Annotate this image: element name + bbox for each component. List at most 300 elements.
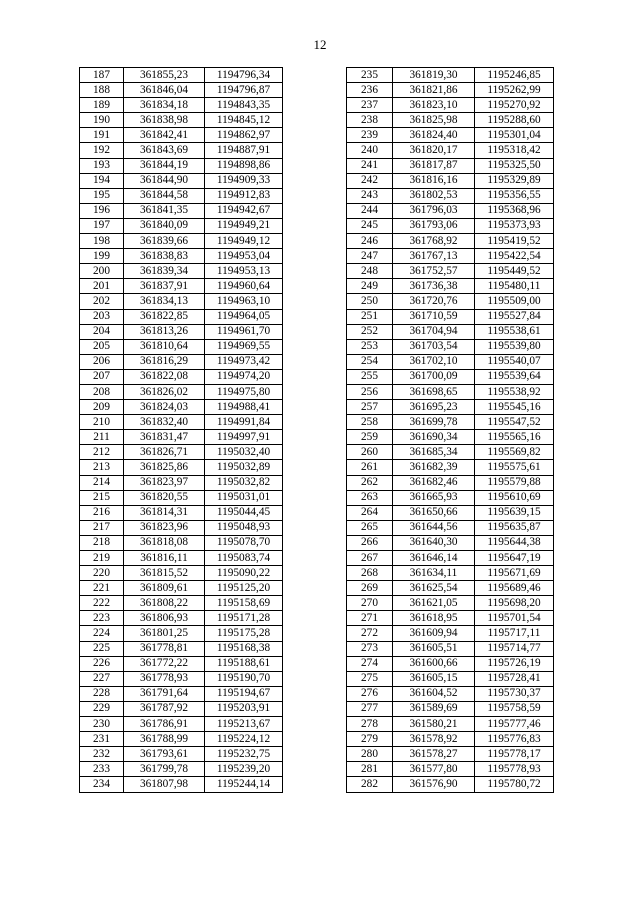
table-row [80, 611, 283, 626]
y-coordinate-cell: 1195239,20 [205, 762, 283, 777]
x-coordinate-cell: 361832,40 [124, 415, 205, 430]
point-number-cell: 282 [347, 777, 393, 792]
point-number-cell: 187 [80, 68, 124, 83]
y-coordinate-cell: 1195244,14 [205, 777, 283, 792]
table-row [347, 294, 554, 309]
y-coordinate-cell: 1195758,59 [475, 701, 554, 716]
page-number: 12 [313, 37, 327, 52]
y-coordinate-cell: 1195083,74 [205, 551, 283, 566]
y-coordinate-cell: 1195325,50 [475, 158, 554, 173]
x-coordinate-cell: 361793,61 [124, 747, 205, 762]
table-row [347, 671, 554, 686]
x-coordinate-cell: 361702,10 [393, 354, 475, 369]
y-coordinate-cell: 1195778,93 [475, 762, 554, 777]
point-number-cell: 217 [80, 520, 124, 535]
table-row [80, 369, 283, 384]
point-number-cell: 204 [80, 324, 124, 339]
y-coordinate-cell: 1195203,91 [205, 701, 283, 716]
y-coordinate-cell: 1195090,22 [205, 566, 283, 581]
table-row [80, 339, 283, 354]
table-row [347, 83, 554, 98]
table-row [347, 309, 554, 324]
table-row [347, 762, 554, 777]
point-number-cell: 244 [347, 203, 393, 218]
x-coordinate-cell: 361846,04 [124, 83, 205, 98]
point-number-cell: 239 [347, 128, 393, 143]
x-coordinate-cell: 361839,66 [124, 234, 205, 249]
table-row [347, 188, 554, 203]
y-coordinate-cell: 1195032,89 [205, 460, 283, 475]
y-coordinate-cell: 1195776,83 [475, 732, 554, 747]
y-coordinate-cell: 1195422,54 [475, 249, 554, 264]
point-number-cell: 237 [347, 98, 393, 113]
point-number-cell: 208 [80, 384, 124, 399]
y-coordinate-cell: 1195539,64 [475, 369, 554, 384]
x-coordinate-cell: 361818,08 [124, 535, 205, 550]
table-row [80, 354, 283, 369]
table-row [80, 626, 283, 641]
x-coordinate-cell: 361600,66 [393, 656, 475, 671]
y-coordinate-cell: 1195158,69 [205, 596, 283, 611]
point-number-cell: 201 [80, 279, 124, 294]
table-row [80, 656, 283, 671]
y-coordinate-cell: 1194909,33 [205, 173, 283, 188]
table-row [347, 656, 554, 671]
table-row [80, 701, 283, 716]
x-coordinate-cell: 361831,47 [124, 430, 205, 445]
x-coordinate-cell: 361605,15 [393, 671, 475, 686]
table-row [80, 279, 283, 294]
x-coordinate-cell: 361844,90 [124, 173, 205, 188]
point-number-cell: 245 [347, 218, 393, 233]
table-row [347, 520, 554, 535]
point-number-cell: 274 [347, 656, 393, 671]
x-coordinate-cell: 361786,91 [124, 717, 205, 732]
y-coordinate-cell: 1194862,97 [205, 128, 283, 143]
y-coordinate-cell: 1195188,61 [205, 656, 283, 671]
point-number-cell: 235 [347, 68, 393, 83]
x-coordinate-cell: 361844,58 [124, 188, 205, 203]
point-number-cell: 236 [347, 83, 393, 98]
x-coordinate-cell: 361825,86 [124, 460, 205, 475]
x-coordinate-cell: 361699,78 [393, 415, 475, 430]
x-coordinate-cell: 361578,92 [393, 732, 475, 747]
x-coordinate-cell: 361578,27 [393, 747, 475, 762]
y-coordinate-cell: 1195232,75 [205, 747, 283, 762]
y-coordinate-cell: 1195689,46 [475, 581, 554, 596]
point-number-cell: 202 [80, 294, 124, 309]
table-row [347, 566, 554, 581]
y-coordinate-cell: 1195538,61 [475, 324, 554, 339]
x-coordinate-cell: 361834,18 [124, 98, 205, 113]
y-coordinate-cell: 1195288,60 [475, 113, 554, 128]
x-coordinate-cell: 361577,80 [393, 762, 475, 777]
x-coordinate-cell: 361823,97 [124, 475, 205, 490]
point-number-cell: 221 [80, 581, 124, 596]
table-row [80, 173, 283, 188]
x-coordinate-cell: 361644,56 [393, 520, 475, 535]
x-coordinate-cell: 361720,76 [393, 294, 475, 309]
y-coordinate-cell: 1195778,17 [475, 747, 554, 762]
table-row [347, 113, 554, 128]
point-number-cell: 241 [347, 158, 393, 173]
table-row [347, 249, 554, 264]
table-row [347, 173, 554, 188]
x-coordinate-cell: 361704,94 [393, 324, 475, 339]
x-coordinate-cell: 361842,41 [124, 128, 205, 143]
point-number-cell: 190 [80, 113, 124, 128]
table-row [347, 128, 554, 143]
point-number-cell: 264 [347, 505, 393, 520]
table-row [347, 777, 554, 792]
x-coordinate-cell: 361824,40 [393, 128, 475, 143]
x-coordinate-cell: 361604,52 [393, 686, 475, 701]
coordinates-table-left [79, 67, 283, 793]
point-number-cell: 266 [347, 535, 393, 550]
y-coordinate-cell: 1194942,67 [205, 203, 283, 218]
y-coordinate-cell: 1195449,52 [475, 264, 554, 279]
point-number-cell: 278 [347, 717, 393, 732]
table-row [347, 400, 554, 415]
y-coordinate-cell: 1194796,87 [205, 83, 283, 98]
y-coordinate-cell: 1195569,82 [475, 445, 554, 460]
x-coordinate-cell: 361788,99 [124, 732, 205, 747]
y-coordinate-cell: 1194974,20 [205, 369, 283, 384]
point-number-cell: 267 [347, 551, 393, 566]
x-coordinate-cell: 361825,98 [393, 113, 475, 128]
x-coordinate-cell: 361793,06 [393, 218, 475, 233]
point-number-cell: 198 [80, 234, 124, 249]
x-coordinate-cell: 361826,71 [124, 445, 205, 460]
x-coordinate-cell: 361822,08 [124, 369, 205, 384]
y-coordinate-cell: 1195780,72 [475, 777, 554, 792]
y-coordinate-cell: 1195301,04 [475, 128, 554, 143]
table-row [80, 596, 283, 611]
x-coordinate-cell: 361772,22 [124, 656, 205, 671]
y-coordinate-cell: 1195356,55 [475, 188, 554, 203]
x-coordinate-cell: 361576,90 [393, 777, 475, 792]
y-coordinate-cell: 1195318,42 [475, 143, 554, 158]
point-number-cell: 220 [80, 566, 124, 581]
point-number-cell: 218 [80, 535, 124, 550]
y-coordinate-cell: 1195545,16 [475, 400, 554, 415]
point-number-cell: 203 [80, 309, 124, 324]
y-coordinate-cell: 1195044,45 [205, 505, 283, 520]
point-number-cell: 260 [347, 445, 393, 460]
table-row [80, 128, 283, 143]
point-number-cell: 216 [80, 505, 124, 520]
point-number-cell: 199 [80, 249, 124, 264]
table-row [347, 369, 554, 384]
y-coordinate-cell: 1194949,12 [205, 234, 283, 249]
y-coordinate-cell: 1194949,21 [205, 218, 283, 233]
y-coordinate-cell: 1195213,67 [205, 717, 283, 732]
point-number-cell: 229 [80, 701, 124, 716]
point-number-cell: 279 [347, 732, 393, 747]
x-coordinate-cell: 361682,39 [393, 460, 475, 475]
point-number-cell: 276 [347, 686, 393, 701]
point-number-cell: 243 [347, 188, 393, 203]
x-coordinate-cell: 361767,13 [393, 249, 475, 264]
x-coordinate-cell: 361816,11 [124, 551, 205, 566]
table-row [347, 490, 554, 505]
y-coordinate-cell: 1194960,64 [205, 279, 283, 294]
x-coordinate-cell: 361808,22 [124, 596, 205, 611]
point-number-cell: 234 [80, 777, 124, 792]
point-number-cell: 213 [80, 460, 124, 475]
x-coordinate-cell: 361618,95 [393, 611, 475, 626]
x-coordinate-cell: 361817,87 [393, 158, 475, 173]
x-coordinate-cell: 361807,98 [124, 777, 205, 792]
table-row [347, 460, 554, 475]
point-number-cell: 251 [347, 309, 393, 324]
point-number-cell: 262 [347, 475, 393, 490]
table-row [80, 551, 283, 566]
point-number-cell: 277 [347, 701, 393, 716]
y-coordinate-cell: 1195168,38 [205, 641, 283, 656]
y-coordinate-cell: 1195527,84 [475, 309, 554, 324]
x-coordinate-cell: 361809,61 [124, 581, 205, 596]
table-row [347, 279, 554, 294]
y-coordinate-cell: 1195575,61 [475, 460, 554, 475]
table-row [80, 68, 283, 83]
x-coordinate-cell: 361700,09 [393, 369, 475, 384]
point-number-cell: 259 [347, 430, 393, 445]
table-row [347, 686, 554, 701]
x-coordinate-cell: 361768,92 [393, 234, 475, 249]
x-coordinate-cell: 361819,30 [393, 68, 475, 83]
point-number-cell: 270 [347, 596, 393, 611]
x-coordinate-cell: 361806,93 [124, 611, 205, 626]
y-coordinate-cell: 1195730,37 [475, 686, 554, 701]
x-coordinate-cell: 361736,38 [393, 279, 475, 294]
table-row [347, 747, 554, 762]
table-row [347, 264, 554, 279]
y-coordinate-cell: 1194975,80 [205, 384, 283, 399]
table-row [347, 324, 554, 339]
point-number-cell: 195 [80, 188, 124, 203]
point-number-cell: 273 [347, 641, 393, 656]
x-coordinate-cell: 361787,92 [124, 701, 205, 716]
table-row [80, 234, 283, 249]
point-number-cell: 240 [347, 143, 393, 158]
table-row [80, 158, 283, 173]
point-number-cell: 210 [80, 415, 124, 430]
x-coordinate-cell: 361816,16 [393, 173, 475, 188]
point-number-cell: 265 [347, 520, 393, 535]
x-coordinate-cell: 361844,19 [124, 158, 205, 173]
table-row [80, 747, 283, 762]
y-coordinate-cell: 1195078,70 [205, 535, 283, 550]
y-coordinate-cell: 1194887,91 [205, 143, 283, 158]
table-row [80, 475, 283, 490]
table-row [347, 626, 554, 641]
y-coordinate-cell: 1195509,00 [475, 294, 554, 309]
y-coordinate-cell: 1195125,20 [205, 581, 283, 596]
x-coordinate-cell: 361799,78 [124, 762, 205, 777]
table-row [347, 68, 554, 83]
y-coordinate-cell: 1194843,35 [205, 98, 283, 113]
x-coordinate-cell: 361837,91 [124, 279, 205, 294]
table-row [80, 249, 283, 264]
point-number-cell: 280 [347, 747, 393, 762]
x-coordinate-cell: 361682,46 [393, 475, 475, 490]
point-number-cell: 254 [347, 354, 393, 369]
point-number-cell: 222 [80, 596, 124, 611]
point-number-cell: 226 [80, 656, 124, 671]
point-number-cell: 246 [347, 234, 393, 249]
x-coordinate-cell: 361609,94 [393, 626, 475, 641]
y-coordinate-cell: 1195726,19 [475, 656, 554, 671]
point-number-cell: 188 [80, 83, 124, 98]
y-coordinate-cell: 1195728,41 [475, 671, 554, 686]
x-coordinate-cell: 361810,64 [124, 339, 205, 354]
x-coordinate-cell: 361840,09 [124, 218, 205, 233]
table-row [80, 309, 283, 324]
x-coordinate-cell: 361580,21 [393, 717, 475, 732]
point-number-cell: 191 [80, 128, 124, 143]
point-number-cell: 231 [80, 732, 124, 747]
table-row [80, 188, 283, 203]
table-row [80, 98, 283, 113]
table-row [347, 158, 554, 173]
y-coordinate-cell: 1194969,55 [205, 339, 283, 354]
y-coordinate-cell: 1195639,15 [475, 505, 554, 520]
point-number-cell: 253 [347, 339, 393, 354]
point-number-cell: 256 [347, 384, 393, 399]
point-number-cell: 275 [347, 671, 393, 686]
table-row [80, 566, 283, 581]
table-row [80, 384, 283, 399]
x-coordinate-cell: 361621,05 [393, 596, 475, 611]
y-coordinate-cell: 1195671,69 [475, 566, 554, 581]
table-row [80, 641, 283, 656]
point-number-cell: 247 [347, 249, 393, 264]
y-coordinate-cell: 1194953,13 [205, 264, 283, 279]
y-coordinate-cell: 1195246,85 [475, 68, 554, 83]
table-row [80, 445, 283, 460]
x-coordinate-cell: 361796,03 [393, 203, 475, 218]
y-coordinate-cell: 1194796,34 [205, 68, 283, 83]
y-coordinate-cell: 1195031,01 [205, 490, 283, 505]
y-coordinate-cell: 1195565,16 [475, 430, 554, 445]
table-row [347, 430, 554, 445]
point-number-cell: 206 [80, 354, 124, 369]
table-row [80, 294, 283, 309]
table-row [80, 520, 283, 535]
y-coordinate-cell: 1194988,41 [205, 400, 283, 415]
y-coordinate-cell: 1195647,19 [475, 551, 554, 566]
point-number-cell: 252 [347, 324, 393, 339]
x-coordinate-cell: 361813,26 [124, 324, 205, 339]
x-coordinate-cell: 361778,81 [124, 641, 205, 656]
y-coordinate-cell: 1195190,70 [205, 671, 283, 686]
point-number-cell: 271 [347, 611, 393, 626]
x-coordinate-cell: 361855,23 [124, 68, 205, 83]
table-row [80, 218, 283, 233]
point-number-cell: 200 [80, 264, 124, 279]
x-coordinate-cell: 361802,53 [393, 188, 475, 203]
table-row [347, 98, 554, 113]
table-row [347, 234, 554, 249]
y-coordinate-cell: 1195175,28 [205, 626, 283, 641]
table-row [80, 113, 283, 128]
point-number-cell: 238 [347, 113, 393, 128]
y-coordinate-cell: 1195368,96 [475, 203, 554, 218]
point-number-cell: 233 [80, 762, 124, 777]
point-number-cell: 192 [80, 143, 124, 158]
x-coordinate-cell: 361816,29 [124, 354, 205, 369]
x-coordinate-cell: 361822,85 [124, 309, 205, 324]
x-coordinate-cell: 361634,11 [393, 566, 475, 581]
y-coordinate-cell: 1195644,38 [475, 535, 554, 550]
point-number-cell: 257 [347, 400, 393, 415]
y-coordinate-cell: 1194912,83 [205, 188, 283, 203]
point-number-cell: 193 [80, 158, 124, 173]
x-coordinate-cell: 361834,13 [124, 294, 205, 309]
table-row [80, 717, 283, 732]
x-coordinate-cell: 361824,03 [124, 400, 205, 415]
table-row [80, 430, 283, 445]
point-number-cell: 232 [80, 747, 124, 762]
x-coordinate-cell: 361650,66 [393, 505, 475, 520]
y-coordinate-cell: 1195032,40 [205, 445, 283, 460]
point-number-cell: 227 [80, 671, 124, 686]
x-coordinate-cell: 361791,64 [124, 686, 205, 701]
x-coordinate-cell: 361703,54 [393, 339, 475, 354]
y-coordinate-cell: 1195714,77 [475, 641, 554, 656]
point-number-cell: 211 [80, 430, 124, 445]
table-row [347, 596, 554, 611]
point-number-cell: 189 [80, 98, 124, 113]
x-coordinate-cell: 361695,23 [393, 400, 475, 415]
table-row [347, 218, 554, 233]
table-row [80, 581, 283, 596]
y-coordinate-cell: 1194997,91 [205, 430, 283, 445]
y-coordinate-cell: 1195610,69 [475, 490, 554, 505]
y-coordinate-cell: 1195171,28 [205, 611, 283, 626]
x-coordinate-cell: 361814,31 [124, 505, 205, 520]
table-row [347, 581, 554, 596]
point-number-cell: 205 [80, 339, 124, 354]
table-row [80, 686, 283, 701]
point-number-cell: 258 [347, 415, 393, 430]
table-row [347, 203, 554, 218]
x-coordinate-cell: 361820,17 [393, 143, 475, 158]
table-row [347, 143, 554, 158]
y-coordinate-cell: 1195547,52 [475, 415, 554, 430]
table-row [80, 324, 283, 339]
x-coordinate-cell: 361826,02 [124, 384, 205, 399]
point-number-cell: 263 [347, 490, 393, 505]
table-row [347, 339, 554, 354]
table-row [347, 701, 554, 716]
x-coordinate-cell: 361685,34 [393, 445, 475, 460]
x-coordinate-cell: 361646,14 [393, 551, 475, 566]
x-coordinate-cell: 361821,86 [393, 83, 475, 98]
point-number-cell: 197 [80, 218, 124, 233]
y-coordinate-cell: 1195048,93 [205, 520, 283, 535]
point-number-cell: 269 [347, 581, 393, 596]
table-row [347, 717, 554, 732]
point-number-cell: 196 [80, 203, 124, 218]
table-row [80, 264, 283, 279]
table-row [347, 641, 554, 656]
y-coordinate-cell: 1194963,10 [205, 294, 283, 309]
y-coordinate-cell: 1194953,04 [205, 249, 283, 264]
point-number-cell: 250 [347, 294, 393, 309]
y-coordinate-cell: 1195539,80 [475, 339, 554, 354]
